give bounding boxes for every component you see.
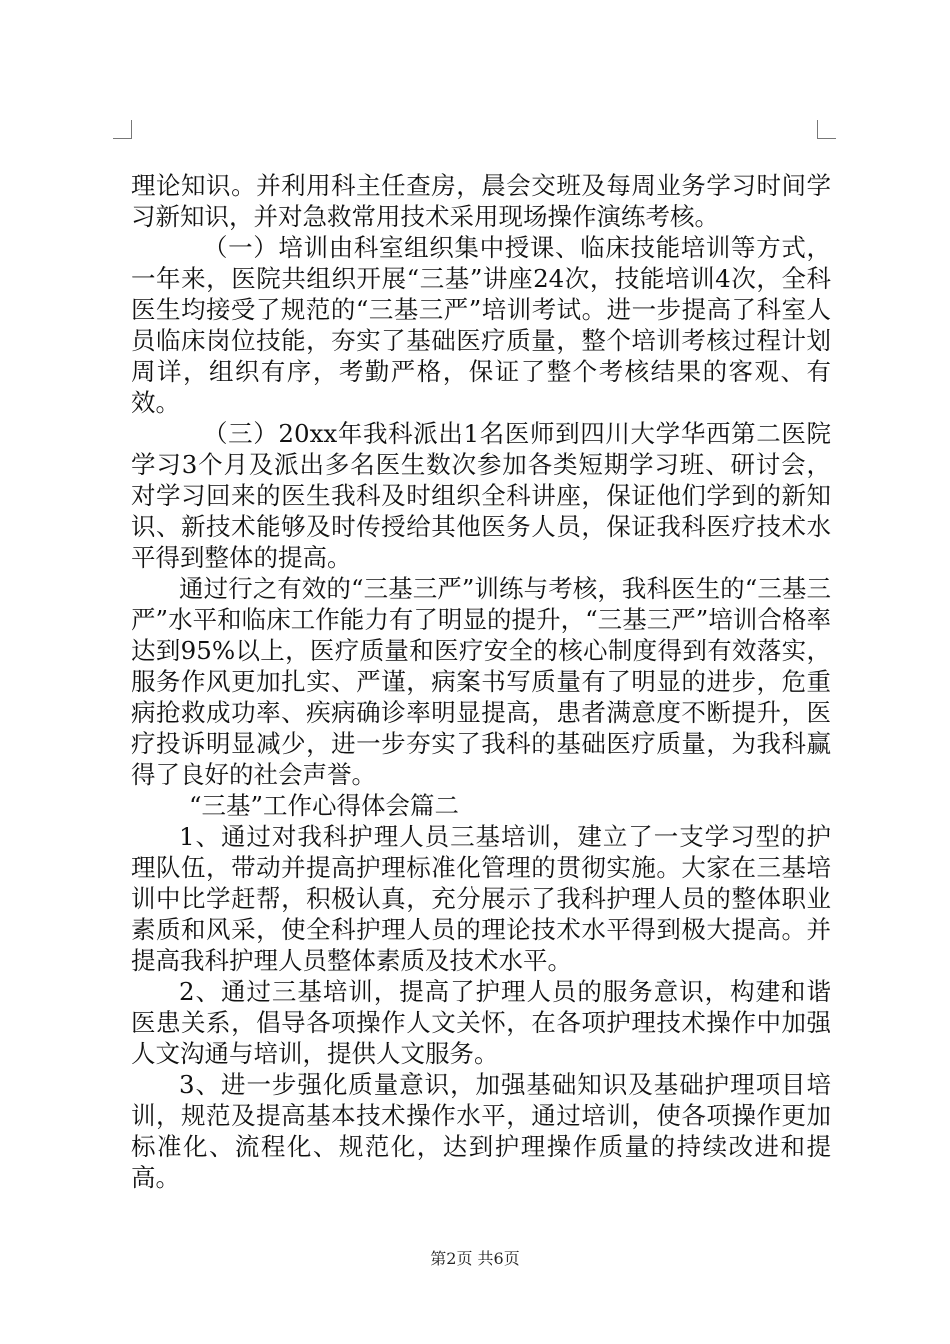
section-heading: “三基”工作心得体会篇二: [189, 791, 460, 820]
paragraph-summary: 通过行之有效的“三基三严”训练与考核，我科医生的“三基三严”水平和临床工作能力有了明显的提升，“三基三严”培训合格率达到95%以上，医疗质量和医疗安全的核心制度得到有效落实，服务作风更加扎实、严谨，病案书写质量有了明显的进步，危重病抢救成功率、疾病确诊率明显提高，患者满意度不断提升，医疗投诉明显减少，进一步夯实了我科的基础医疗质量，为我科赢得了良好的社会声誉。: [131, 574, 831, 789]
paragraph-item-2: 2、通过三基培训，提高了护理人员的服务意识，构建和谐医患关系，倡导各项操作人文关怀，在各项护理技术操作中加强人文沟通与培训，提供人文服务。: [131, 977, 831, 1068]
crop-mark-top-left: [113, 120, 132, 139]
paragraph-continuation: 理论知识。并利用科主任查房，晨会交班及每周业务学习时间学习新知识，并对急救常用技术采用现场操作演练考核。: [131, 171, 831, 231]
paragraph-item-1: 1、通过对我科护理人员三基培训，建立了一支学习型的护理队伍，带动并提高护理标准化管理的贯彻实施。大家在三基培训中比学赶帮，积极认真，充分展示了我科护理人员的整体职业素质和风采，使全科护理人员的理论技术水平得到极大提高。并提高我科护理人员整体素质及技术水平。: [131, 822, 831, 975]
paragraph-training-three: （三）20xx年我科派出1名医师到四川大学华西第二医院学习3个月及派出多名医生数次参加各类短期学习班、研讨会，对学习回来的医生我科及时组织全科讲座，保证他们学到的新知识、新技术能够及时传授给其他医务人员，保证我科医疗技术水平得到整体的提高。: [131, 419, 831, 572]
paragraph-training-one: （一）培训由科室组织集中授课、临床技能培训等方式，一年来，医院共组织开展“三基”讲座24次，技能培训4次，全科医生均接受了规范的“三基三严”培训考试。进一步提高了科室人员临床岗位技能，夯实了基础医疗质量，整个培训考核过程计划周详，组织有序，考勤严格，保证了整个考核结果的客观、有效。: [131, 233, 831, 417]
crop-mark-top-right: [817, 120, 836, 139]
page-footer: 第2页 共6页: [430, 1249, 520, 1268]
paragraph-item-3: 3、进一步强化质量意识，加强基础知识及基础护理项目培训，规范及提高基本技术操作水平，通过培训，使各项操作更加标准化、流程化、规范化，达到护理操作质量的持续改进和提高。: [131, 1070, 831, 1192]
document-body: [131, 170, 831, 1193]
